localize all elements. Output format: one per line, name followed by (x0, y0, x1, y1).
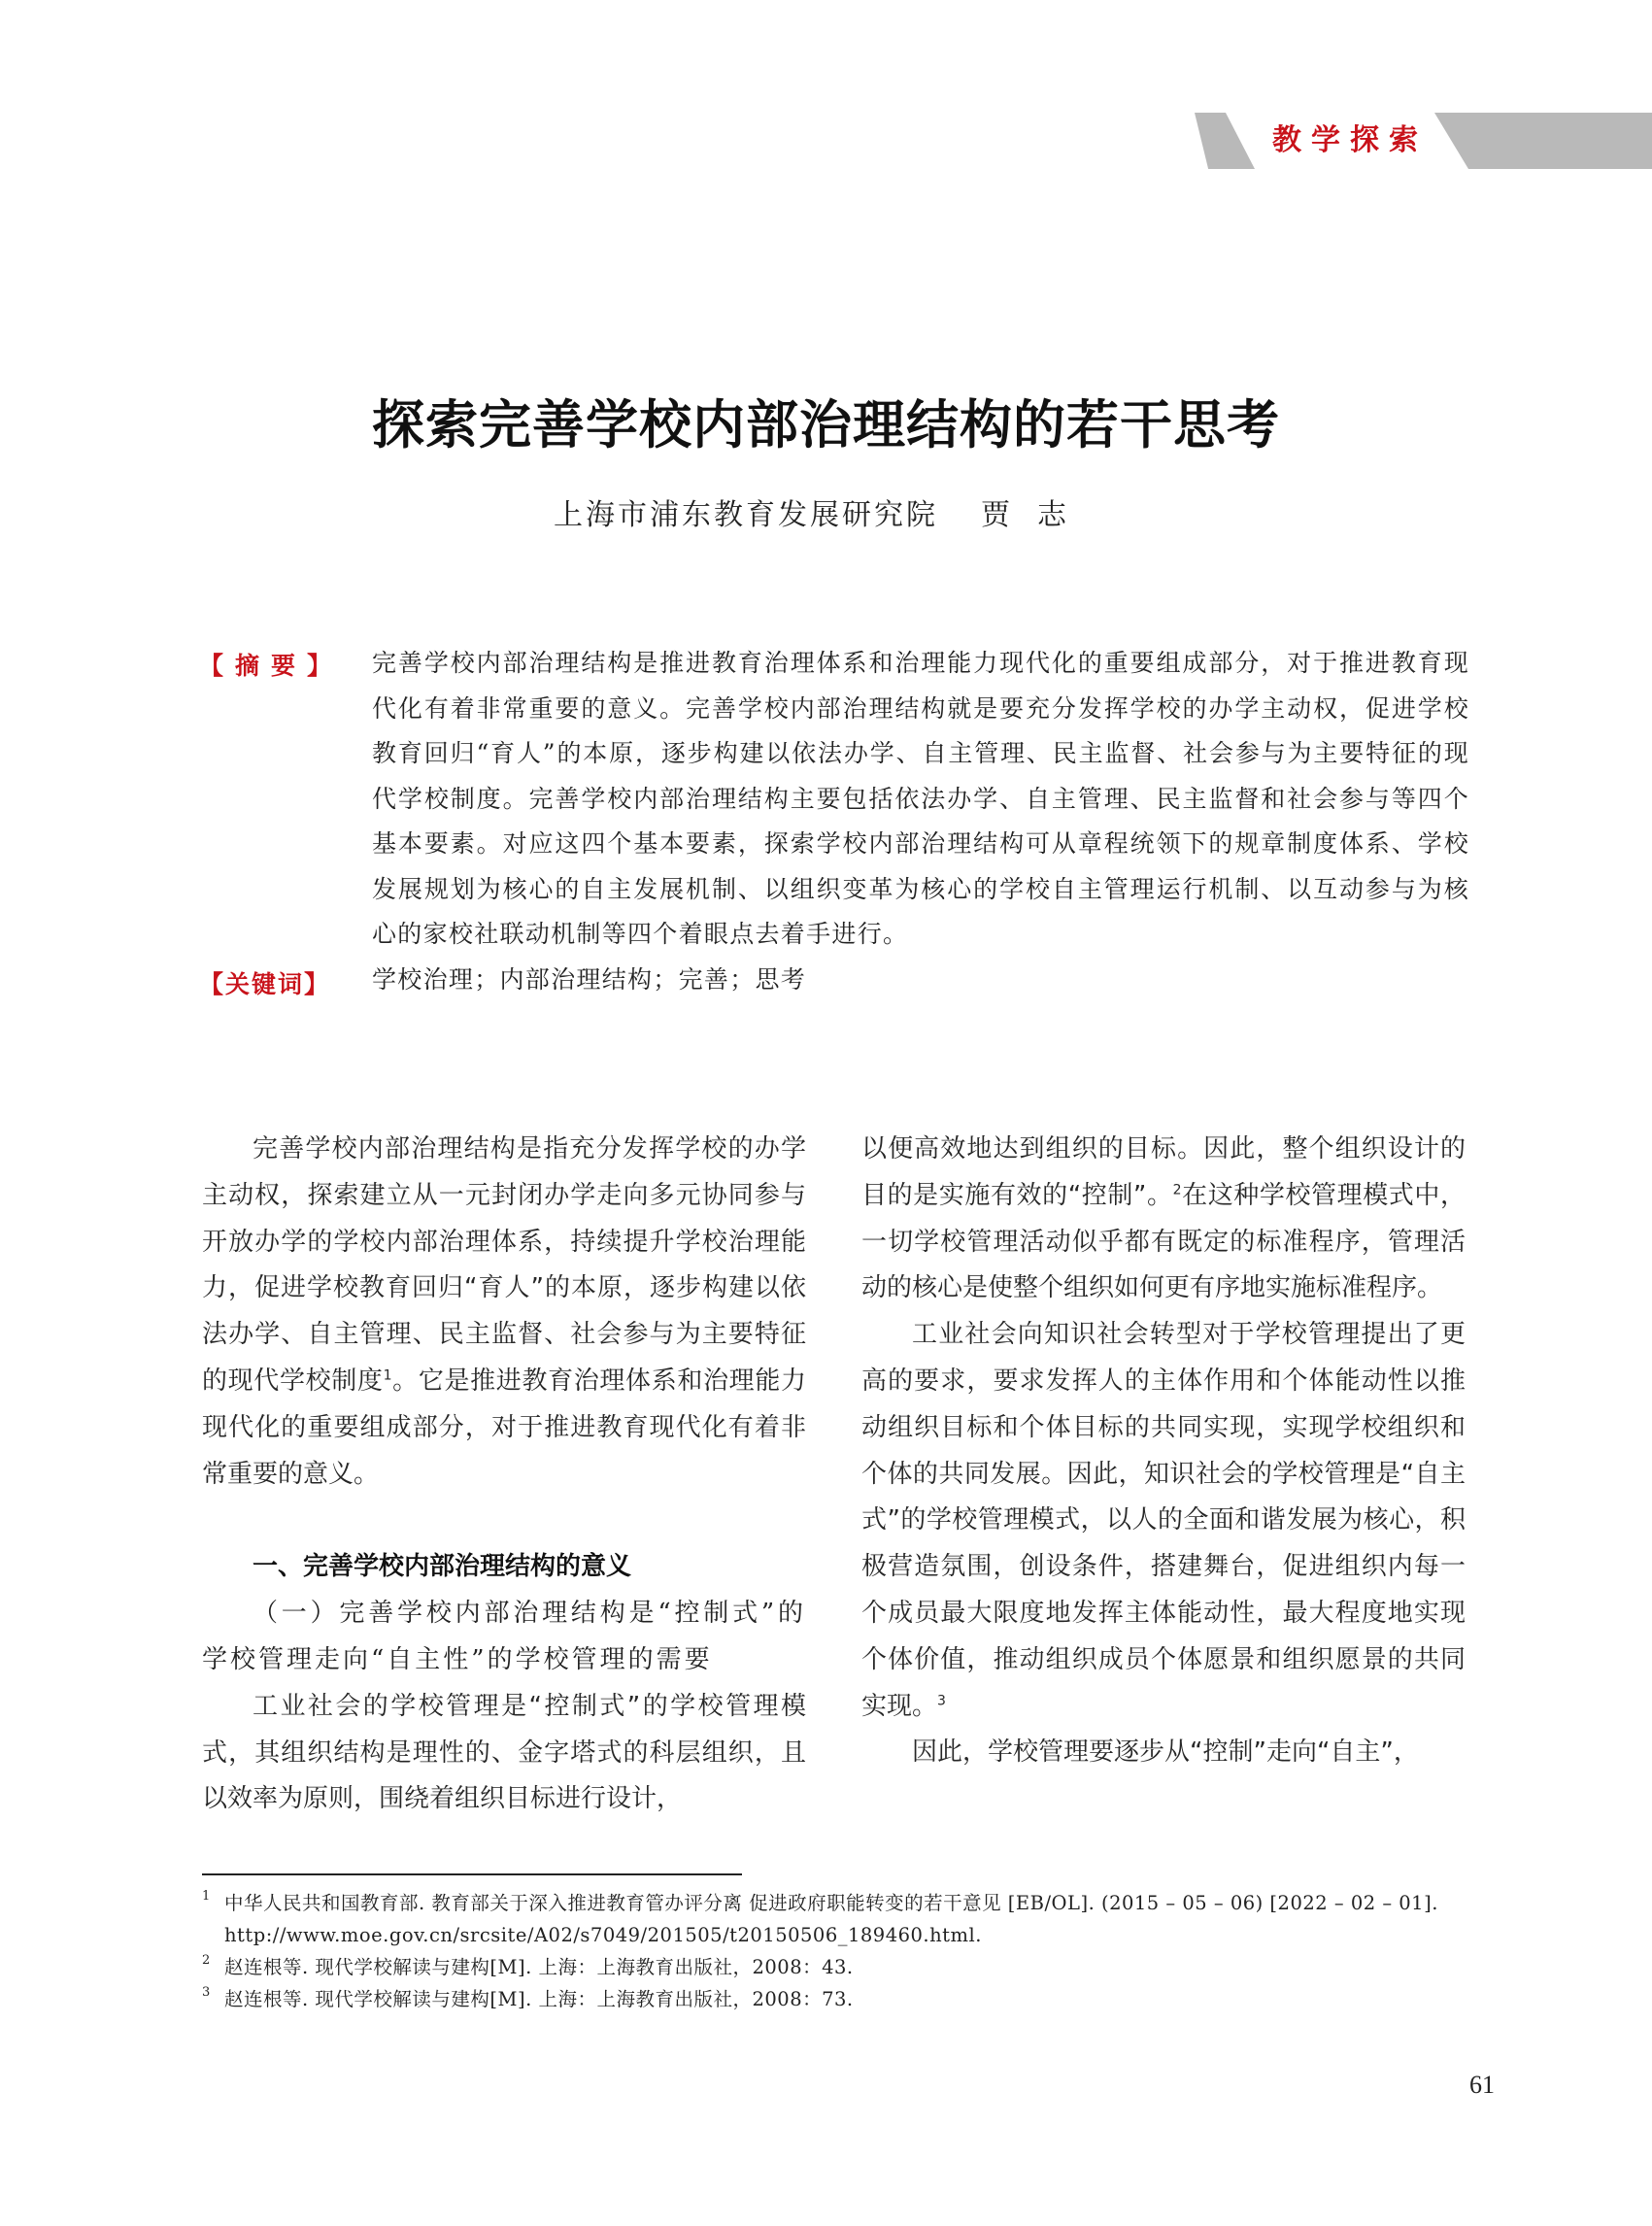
body-paragraph (861, 1127, 1466, 1312)
abstract-text: 完善学校内部治理结构是推进教育治理体系和治理能力现代化的重要组成部分，对于推进教育现代化有着非常重要的意义。完善学校内部治理结构就是要充分发挥学校的办学主动权，促进学校教育回归“育人”的本原，逐步构建以依法办学、自主管理、民主监督、社会参与为主要特征的现代学校制度。完善学校内部治理结构主要包括依法办学、自主管理、民主监督和社会参与等四个基本要素。对应这四个基本要素，探索学校内部治理结构可从章程统领下的规章制度体系、学校发展规划为核心的自主发展机制、以组织变革为核心的学校自主管理运行机制、以互动参与为核心的家校社联动机制等四个着眼点去着手进行。 (372, 649, 1469, 948)
body-text: 在这种学校管理模式中，一切学校管理活动似乎都有既定的标准程序，管理活动的核心是使整个组织如何更有序地实施标准程序。 (861, 1180, 1466, 1303)
abstract-label: 【摘要】 (199, 652, 344, 680)
author-line (554, 490, 1233, 533)
footnote-divider (202, 1873, 742, 1875)
footnote-item: 2 赵连根等. 现代学校解读与建构[M]. 上海：上海教育出版社，2008：43. (202, 1953, 854, 1978)
body-paragraph: 工业社会的学校管理是“控制式”的学校管理模式，其组织结构是理性的、金字塔式的科层组织，且以效率为原则，围绕着组织目标进行设计， (202, 1691, 806, 1814)
body-paragraph (861, 1312, 1466, 1730)
footnote-text[interactable]: 中华人民共和国教育部. 教育部关于深入推进教育管办评分离 促进政府职能转变的若干意见 [EB/OL]. (2015 – 05 – 06) [2022 – 02 – 01]. http://www.moe.gov.cn/srcsite/A02/s7049/201505/t20150506_189460.html. (224, 1892, 1438, 1946)
footnote-ref: 1 (383, 1367, 392, 1384)
subsection-heading: （一）完善学校内部治理结构是“控制式”的学校管理走向“自主性”的学校管理的需要 (202, 1599, 806, 1674)
body-column-left (202, 1127, 806, 1823)
body-text: 以便高效地达到组织的目标。因此，整个组织设计的目的是实施有效的“控制”。 (861, 1134, 1466, 1210)
author-affiliation: 上海市浦东教育发展研究院 (554, 498, 938, 532)
section-label: 教学探索 (1272, 123, 1428, 157)
body-column-right (861, 1127, 1466, 1776)
footnote-item: 1 中华人民共和国教育部. 教育部关于深入推进教育管办评分离 促进政府职能转变的若干意见 [EB/OL]. (2015 – 05 – 06) [2022 – 02 – 01]. http://www.moe.gov.cn/srcsite/A02/s7049/201505/t20150506_189460.html. (202, 1889, 1438, 1946)
keywords-label: 【关键词】 (199, 970, 331, 998)
footnote-ref: 2 (1172, 1182, 1182, 1198)
body-text: 。它是推进教育治理体系和治理能力现代化的重要组成部分，对于推进教育现代化有着非常重要的意义。 (202, 1366, 806, 1489)
footnote-ref: 3 (937, 1692, 946, 1708)
page-number: 61 (1469, 2071, 1495, 2099)
section-heading: 一、完善学校内部治理结构的意义 (253, 1552, 632, 1582)
article-title: 探索完善学校内部治理结构的若干思考 (372, 394, 1280, 455)
footnote-item: 3 赵连根等. 现代学校解读与建构[M]. 上海：上海教育出版社，2008：73. (202, 1985, 854, 2010)
footnote-text: 赵连根等. 现代学校解读与建构[M]. 上海：上海教育出版社，2008：73. (224, 1988, 854, 2010)
body-text: 完善学校内部治理结构是指充分发挥学校的办学主动权，探索建立从一元封闭办学走向多元协同参与开放办学的学校内部治理体系，持续提升学校治理能力，促进学校教育回归“育人”的本原，逐步构建以依法办学、自主管理、民主监督、社会参与为主要特征的现代学校制度 (202, 1134, 806, 1396)
body-text: 工业社会向知识社会转型对于学校管理提出了更高的要求，要求发挥人的主体作用和个体能动性以推动组织目标和个体目标的共同实现，实现学校组织和个体的共同发展。因此，知识社会的学校管理是“自主式”的学校管理模式，以人的全面和谐发展为核心，积极营造氛围，创设条件，搭建舞台，促进组织内每一个成员最大限度地发挥主体能动性，最大程度地实现个体价值，推动组织成员个体愿景和组织愿景的共同实现。 (861, 1320, 1466, 1721)
footnotes (202, 1887, 1469, 2015)
keywords-text: 学校治理；内部治理结构；完善；思考 (372, 965, 807, 994)
body-paragraph (202, 1127, 806, 1498)
body-paragraph: 因此，学校管理要逐步从“控制”走向“自主”， (912, 1737, 1419, 1768)
author-name: 贾志 (981, 498, 1094, 532)
footnote-text: 赵连根等. 现代学校解读与建构[M]. 上海：上海教育出版社，2008：43. (224, 1956, 854, 1978)
